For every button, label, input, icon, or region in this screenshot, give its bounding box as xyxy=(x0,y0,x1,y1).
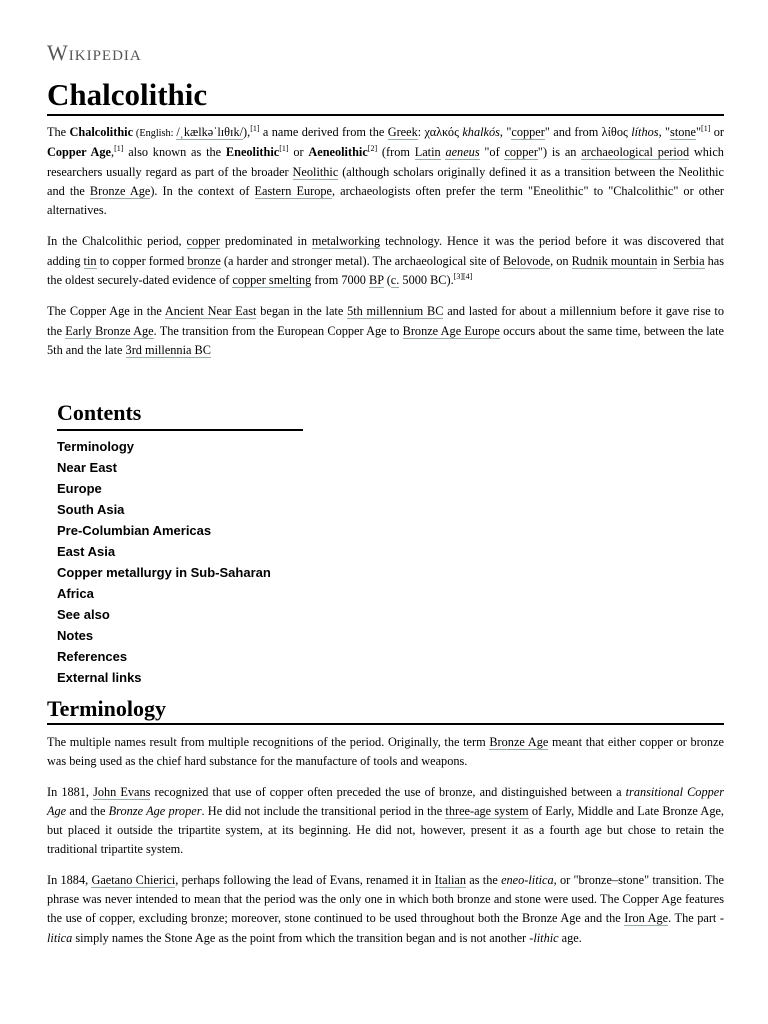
terminology-paragraph-1 xyxy=(47,733,724,772)
john-evans-link[interactable]: John Evans xyxy=(93,784,151,799)
text: , perhaps following the lead of Evans, renamed it in xyxy=(175,872,435,887)
latin-link[interactable]: Latin xyxy=(414,145,441,160)
toc-item-pre-columbian-americas[interactable]: Pre-Columbian Americas xyxy=(57,523,212,538)
text: a name derived from the xyxy=(259,125,388,139)
text: , " xyxy=(499,125,512,139)
english-label: (English: xyxy=(133,128,177,139)
text: ). In the context of xyxy=(150,183,255,198)
intro-paragraph-1 xyxy=(47,123,724,220)
text: . The part xyxy=(668,911,720,926)
ref-link[interactable]: [3][4] xyxy=(453,271,473,281)
text: ") is an xyxy=(537,145,582,160)
toc-item-terminology[interactable]: Terminology xyxy=(57,439,135,454)
text: (from xyxy=(377,145,415,160)
terminology-paragraph-3 xyxy=(47,871,724,948)
text: (although scholars originally defined it as a transition between the Neolithic and the xyxy=(47,164,724,198)
intro-section xyxy=(47,123,724,372)
text: and the xyxy=(66,803,109,818)
intro-paragraph-3 xyxy=(47,302,724,360)
eastern-europe-link[interactable]: Eastern Europe xyxy=(254,183,332,198)
section-heading-terminology: Terminology xyxy=(47,695,724,725)
bronze-age-link[interactable]: Bronze Age xyxy=(489,735,549,749)
text: , archaeologists often prefer the term "Eneolithic" to "Chalcolithic" or other alternatives. xyxy=(47,183,724,218)
toc-item-east-asia[interactable]: East Asia xyxy=(57,544,116,559)
term-aeneolithic: Aeneolithic xyxy=(308,145,368,160)
italian-link[interactable]: Italian xyxy=(434,872,467,887)
text: . The transition from the European Copper Age to xyxy=(153,323,403,338)
iron-age-link[interactable]: Iron Age xyxy=(624,911,669,926)
ref-link[interactable]: [1] xyxy=(250,123,260,133)
text: technology. Hence it was the period before it was discovered that adding xyxy=(47,234,725,268)
3rd-millennia-link[interactable]: 3rd millennia BC xyxy=(125,342,211,357)
text: age. xyxy=(558,930,582,945)
aeneus-link[interactable] xyxy=(445,145,479,160)
toc-item-see-also[interactable]: See also xyxy=(57,607,110,622)
text: as the xyxy=(466,872,502,887)
table-of-contents xyxy=(57,399,307,688)
term-copper-age: Copper Age xyxy=(47,145,111,160)
wikipedia-logo[interactable]: Wikipedia xyxy=(47,40,142,65)
text: In 1881, xyxy=(47,784,94,799)
term-eneolithic: Eneolithic xyxy=(225,145,280,160)
serbia-link[interactable]: Serbia xyxy=(673,253,705,268)
toc-item-south-asia[interactable]: South Asia xyxy=(57,502,125,517)
text: " xyxy=(696,125,702,139)
toc-item-external-links[interactable]: External links xyxy=(57,670,142,685)
text: and lasted for about a millennium before it gave rise to the xyxy=(47,304,724,338)
toc-item-references[interactable]: References xyxy=(57,649,128,664)
text: : χαλκός xyxy=(417,125,463,139)
khalkos: khalkós xyxy=(462,125,500,139)
text: ( xyxy=(383,273,391,288)
text: occurs about the same time, between the late 5th and the late xyxy=(47,323,724,357)
bp-link[interactable]: BP xyxy=(369,273,384,288)
lithos: líthos xyxy=(631,125,659,139)
ancient-near-east-link[interactable]: Ancient Near East xyxy=(164,304,257,319)
text: in xyxy=(657,253,674,268)
text: or xyxy=(710,125,724,139)
text: of Early, Middle and Late Bronze Age, but placed it outside the tripartite system, at its beginning. He did not, however, present it as a fourth age but chose to retain the traditional tripartite system. xyxy=(47,803,724,857)
bronze-age-proper: Bronze Age proper xyxy=(108,803,202,818)
text: to copper formed xyxy=(96,253,188,268)
text: 5000 BC). xyxy=(399,273,454,288)
text: or xyxy=(288,145,309,160)
text: recognized that use of copper often preceded the use of bronze, and distinguished between a xyxy=(150,784,626,799)
text: which researchers usually regard as part of the broader xyxy=(47,145,724,179)
ref-link[interactable]: [1] xyxy=(114,144,124,154)
archaeological-period-link[interactable]: archaeological period xyxy=(581,145,690,160)
terminology-paragraph-2 xyxy=(47,783,724,860)
stone-link[interactable]: stone xyxy=(670,125,696,139)
toc-heading: Contents xyxy=(57,399,303,431)
aeneus: aeneus xyxy=(445,145,480,160)
ref-link[interactable]: [1] xyxy=(701,123,711,133)
term-chalcolithic: Chalcolithic xyxy=(69,125,134,139)
text: (a harder and stronger metal). The archaeological site of xyxy=(220,253,503,268)
neolithic-link[interactable]: Neolithic xyxy=(292,164,339,179)
text: The Copper Age in the xyxy=(47,304,165,319)
early-bronze-age-link[interactable]: Early Bronze Age xyxy=(65,323,154,338)
toc-item-notes[interactable]: Notes xyxy=(57,628,94,643)
copper-link[interactable]: copper xyxy=(511,125,545,139)
text: . He did not include the transitional period in the xyxy=(201,803,446,818)
5th-millennium-link[interactable]: 5th millennium BC xyxy=(347,304,444,319)
text: , on xyxy=(550,253,572,268)
metalworking-link[interactable]: metalworking xyxy=(311,234,381,249)
ref-link[interactable]: [1] xyxy=(279,144,289,154)
text: " and from λίθος xyxy=(544,125,632,139)
copper-link[interactable]: copper xyxy=(504,145,538,160)
text: from 7000 xyxy=(311,273,370,288)
page-title: Chalcolithic xyxy=(47,76,724,116)
rudnik-mountain-link[interactable]: Rudnik mountain xyxy=(571,253,658,268)
ipa-link[interactable]: /ˌkælkəˈlɪθɪk/ xyxy=(176,125,244,139)
tin-link[interactable]: tin xyxy=(83,253,97,268)
text: In 1884, xyxy=(47,872,92,887)
text: began in the late xyxy=(256,304,348,319)
text: meant that either copper or bronze was being used as the chief hard substance for the manufacture of tools and weapons. xyxy=(47,735,724,769)
toc-item-near-east[interactable]: Near East xyxy=(57,460,117,475)
eneo-litica: eneo-litica xyxy=(501,872,554,887)
text: also known as the xyxy=(123,145,226,160)
text: predominated in xyxy=(219,234,312,249)
text: , " xyxy=(658,125,671,139)
circa-link[interactable]: c. xyxy=(390,273,400,288)
text: simply names the Stone Age as the point from which the transition began and is not another xyxy=(72,930,530,945)
transitional-copper-age: transitional Copper Age xyxy=(47,784,724,818)
text: ), xyxy=(243,125,251,139)
copper-link[interactable]: copper xyxy=(186,234,220,249)
lithic: -lithic xyxy=(529,930,559,945)
belovode-link[interactable]: Belovode xyxy=(502,253,551,268)
copper-smelting-link[interactable]: copper smelting xyxy=(232,273,312,288)
text: "of xyxy=(479,145,505,160)
text: , or "bronze–stone" transition. The phrase was never intended to mean that the period was the only one in which both bronze and stone were used. The Copper Age features the use of copper, excluding bronze; moreover, stone continued to be used throughout both the Bronze Age and the xyxy=(47,872,725,926)
bronze-link[interactable]: bronze xyxy=(187,253,221,268)
litica: -litica xyxy=(47,911,725,945)
text: has the oldest securely-dated evidence of xyxy=(47,253,724,288)
three-age-system-link[interactable]: three-age system xyxy=(445,803,529,818)
text: , xyxy=(111,145,115,160)
intro-paragraph-2 xyxy=(47,232,724,290)
greek-link[interactable]: Greek xyxy=(387,125,418,139)
text: The xyxy=(47,125,70,139)
text: In the Chalcolithic period, xyxy=(47,234,187,249)
terminology-section xyxy=(47,695,724,959)
toc-list xyxy=(57,436,307,688)
toc-item-europe[interactable]: Europe xyxy=(57,481,102,496)
bronze-age-europe-link[interactable]: Bronze Age Europe xyxy=(402,323,500,338)
bronze-age-link[interactable]: Bronze Age xyxy=(89,183,151,198)
toc-item-sub-saharan-africa[interactable]: Copper metallurgy in Sub-Saharan Africa xyxy=(57,565,271,601)
ref-link[interactable]: [2] xyxy=(367,144,378,154)
text: The multiple names result from multiple recognitions of the period. Originally, the term xyxy=(47,735,490,749)
gaetano-chierici-link[interactable]: Gaetano Chierici xyxy=(91,872,176,887)
